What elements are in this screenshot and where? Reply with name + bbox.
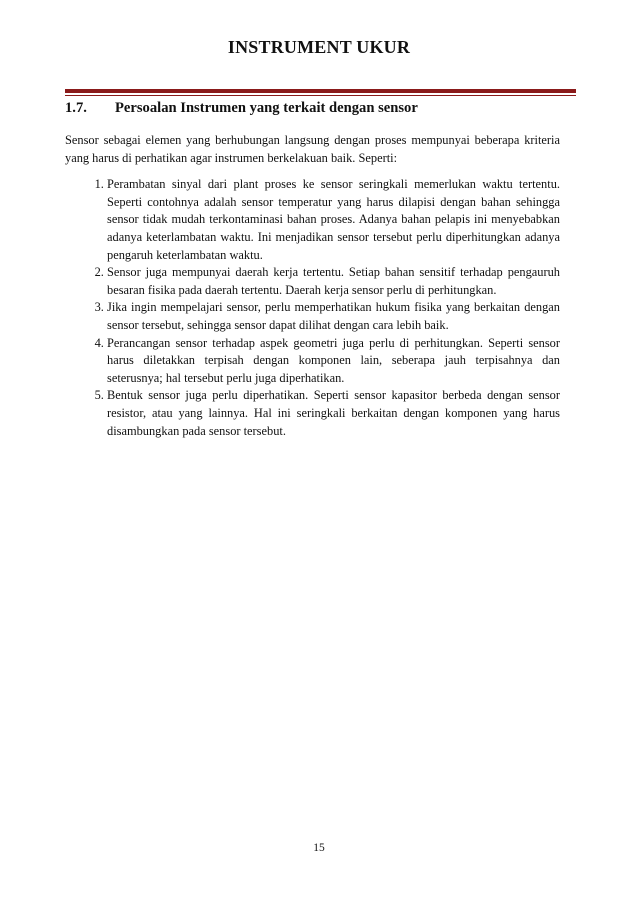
intro-paragraph: Sensor sebagai elemen yang berhubungan langsung dengan proses mempunyai beberapa kriteria yang harus di perhatikan agar instrumen berkelakuan baik. Seperti:: [65, 133, 560, 165]
list-item: 4. Perancangan sensor terhadap aspek geometri juga perlu di perhitungkan. Seperti sensor harus diletakkan terpisah dengan komponen lain, seberapa jauh terpisahnya dan seterusnya; hal tersebut perlu juga diperhatikan.: [107, 335, 560, 388]
body-content: [65, 132, 560, 440]
list-item: 5. Bentuk sensor juga perlu diperhatikan. Seperti sensor kapasitor berbeda dengan sensor resistor, atau yang lainnya. Hal ini seringkali berkaitan dengan komponen yang harus disambungkan pada sensor tersebut.: [107, 387, 560, 440]
list-item: 1. Perambatan sinyal dari plant proses ke sensor seringkali memerlukan waktu tertentu. Seperti contohnya adalah sensor temperatur yang harus dilapisi dengan bahan sehingga sensor tidak mudah terkontaminasi bahan proses. Adanya bahan pelapis ini menyebabkan adanya keterlambatan waktu. Ini menjadikan sensor tersebut perlu diperhitungkan adanya pengaruh keterlambatan waktu.: [107, 176, 560, 264]
page-number: 15: [313, 842, 325, 854]
list-item: 2. Sensor juga mempunyai daerah kerja tertentu. Setiap bahan sensitif terhadap pengauruh besaran fisika pada daerah tertentu. Daerah kerja sensor perlu di perhitungkan.: [107, 264, 560, 299]
criteria-list: [65, 176, 560, 440]
section-title: Persoalan Instrumen yang terkait dengan sensor: [115, 100, 418, 116]
page-header-title: INSTRUMENT UKUR: [227, 37, 411, 57]
header-rule-thin: [65, 95, 576, 96]
section-number: 1.7.: [65, 100, 87, 116]
list-item: 3. Jika ingin mempelajari sensor, perlu memperhatikan hukum fisika yang berkaitan dengan sensor tersebut, sehingga sensor dapat dilihat dengan cara lebih baik.: [107, 299, 560, 334]
header-rule-thick: [65, 89, 576, 93]
section-heading: [65, 100, 576, 117]
